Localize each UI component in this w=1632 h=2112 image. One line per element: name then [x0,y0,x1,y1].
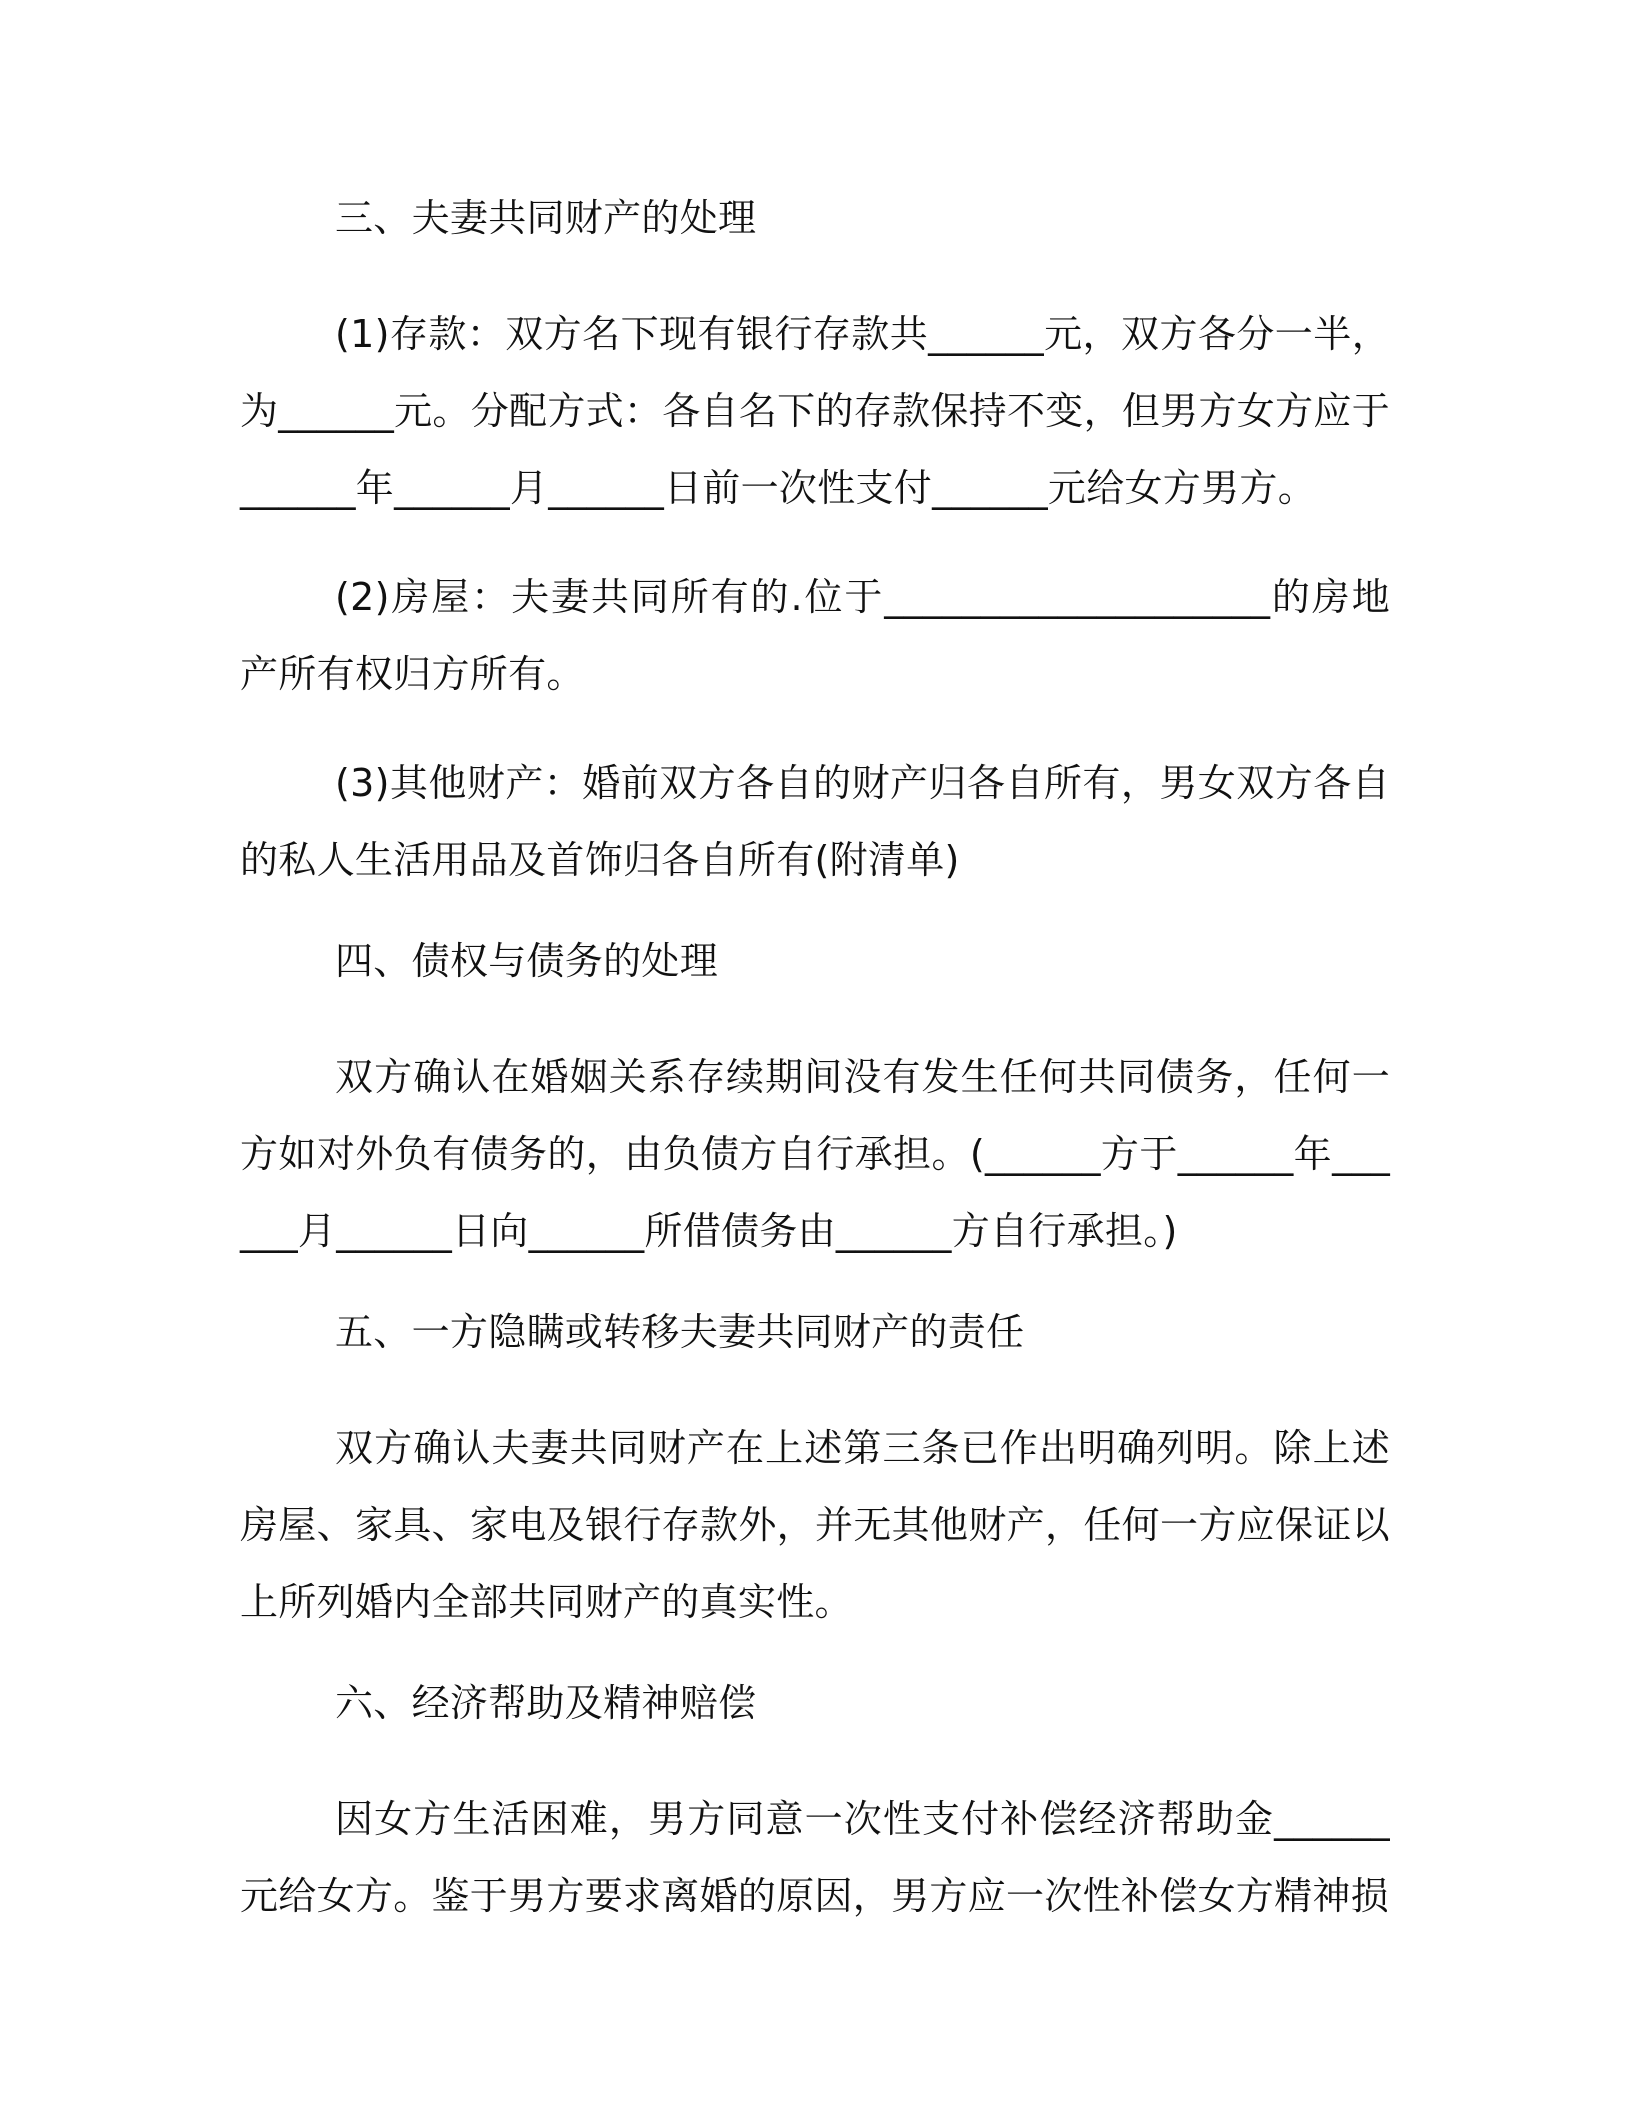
paragraph-house: (2)房屋：夫妻共同所有的.位于____________________的房地产所有权归方所有。 [240,575,1390,696]
paragraph-debts: 双方确认在婚姻关系存续期间没有发生任何共同债务，任何一方如对外负有债务的，由负债方自行承担。(______方于______年______月______日向______所借债务由______方自行承担。) [240,1055,1390,1253]
section-heading-3: 三、夫妻共同财产的处理 [335,196,757,240]
document-body [240,188,1390,1967]
section-heading-5: 五、一方隐瞒或转移夫妻共同财产的责任 [335,1310,1025,1354]
paragraph-concealment: 双方确认夫妻共同财产在上述第三条已作出明确列明。除上述房屋、家具、家电及银行存款外，并无其他财产，任何一方应保证以上所列婚内全部共同财产的真实性。 [240,1426,1390,1624]
section-heading-6: 六、经济帮助及精神赔偿 [335,1681,757,1725]
paragraph-other-property: (3)其他财产：婚前双方各自的财产归各自所有，男女双方各自的私人生活用品及首饰归各自所有(附清单) [240,761,1390,882]
paragraph-deposits: (1)存款：双方名下现有银行存款共______元，双方各分一半，为______元。分配方式：各自名下的存款保持不变，但男方女方应于______年______月______日前一次性支付______元给女方男方。 [240,312,1390,510]
section-heading-4: 四、债权与债务的处理 [335,939,719,983]
paragraph-compensation: 因女方生活困难，男方同意一次性支付补偿经济帮助金______元给女方。鉴于男方要求离婚的原因，男方应一次性补偿女方精神损 [240,1797,1390,1918]
